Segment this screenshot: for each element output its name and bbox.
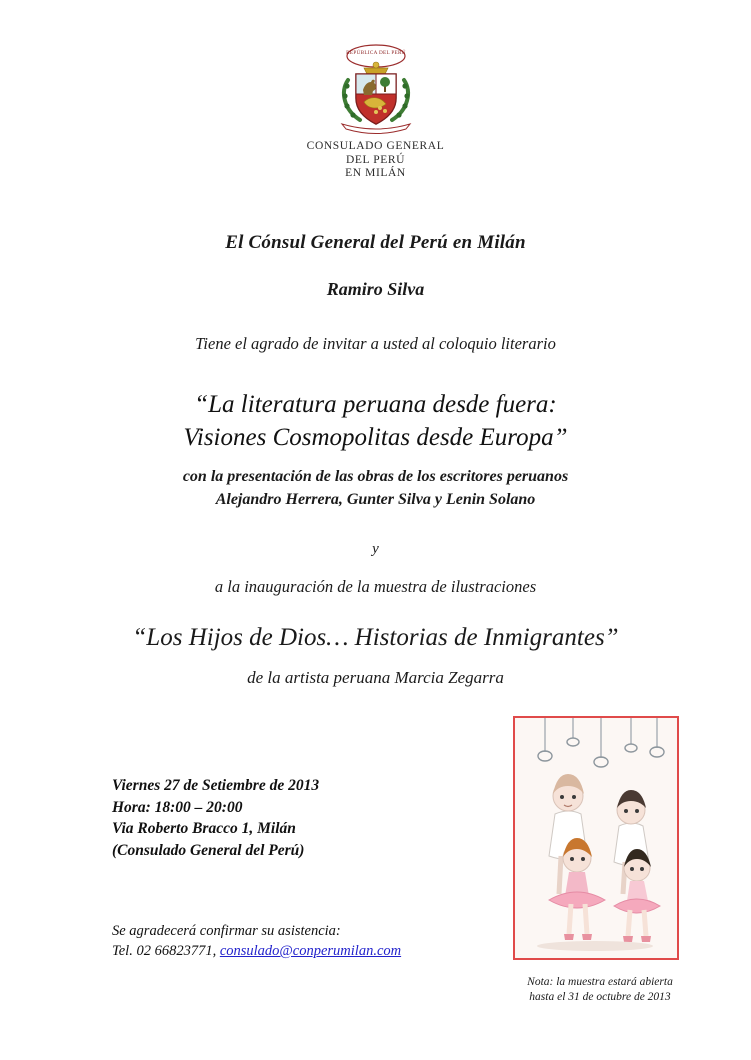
consul-title: El Cónsul General del Perú en Milán bbox=[225, 232, 526, 253]
rsvp-contact-row bbox=[112, 941, 401, 961]
authors-subtitle-line-1: con la presentación de las obras de los escritores peruanos bbox=[182, 468, 569, 485]
main-title-line-1: “La literatura peruana desde fuera: bbox=[194, 391, 557, 418]
authors-subtitle-line-2: Alejandro Herrera, Gunter Silva y Lenin Solano bbox=[215, 491, 536, 508]
crest-block bbox=[0, 38, 751, 181]
authors-subtitle bbox=[0, 465, 751, 511]
exhibition-note bbox=[505, 975, 695, 1005]
exhibition-note-line-2: hasta el 31 de octubre de 2013 bbox=[529, 991, 671, 1003]
main-title-line-2: Visiones Cosmopolitas desde Europa” bbox=[183, 424, 568, 451]
rsvp-line: Se agradecerá confirmar su asistencia: bbox=[112, 923, 341, 939]
svg-text:REPÚBLICA DEL PERÚ: REPÚBLICA DEL PERÚ bbox=[345, 50, 406, 56]
exhibition-title: “Los Hijos de Dios… Historias de Inmigrantes” bbox=[132, 624, 619, 651]
crest-caption-line-2: DEL PERÚ bbox=[346, 153, 405, 166]
invitation-line: Tiene el agrado de invitar a usted al coloquio literario bbox=[195, 334, 556, 353]
crest-caption-line-1: CONSULADO GENERAL bbox=[306, 140, 445, 152]
consul-name: Ramiro Silva bbox=[326, 279, 425, 299]
rsvp-block bbox=[112, 921, 401, 961]
exhibition-note-line-1: Nota: la muestra estará abierta bbox=[527, 976, 673, 988]
rsvp-telephone: Tel. 02 66823771, bbox=[112, 943, 217, 959]
event-date: Viernes 27 de Setiembre de 2013 bbox=[112, 777, 320, 794]
conjunction: y bbox=[372, 541, 379, 557]
rsvp-email-link[interactable]: consulado@conperumilan.com bbox=[219, 943, 402, 959]
artist-line: de la artista peruana Marcia Zegarra bbox=[247, 668, 504, 687]
event-venue: (Consulado General del Perú) bbox=[112, 841, 305, 859]
event-address: Via Roberto Bracco 1, Milán bbox=[112, 820, 296, 837]
event-time: Hora: 18:00 – 20:00 bbox=[112, 798, 243, 816]
event-details bbox=[112, 775, 319, 861]
exhibition-invitation-line: a la inauguración de la muestra de ilustraciones bbox=[214, 577, 537, 596]
peru-coat-of-arms-icon bbox=[334, 38, 418, 134]
main-title bbox=[0, 388, 751, 454]
exhibition-illustration bbox=[513, 716, 679, 960]
crest-caption-line-3: EN MILÁN bbox=[345, 167, 406, 179]
crest-caption bbox=[0, 140, 751, 181]
